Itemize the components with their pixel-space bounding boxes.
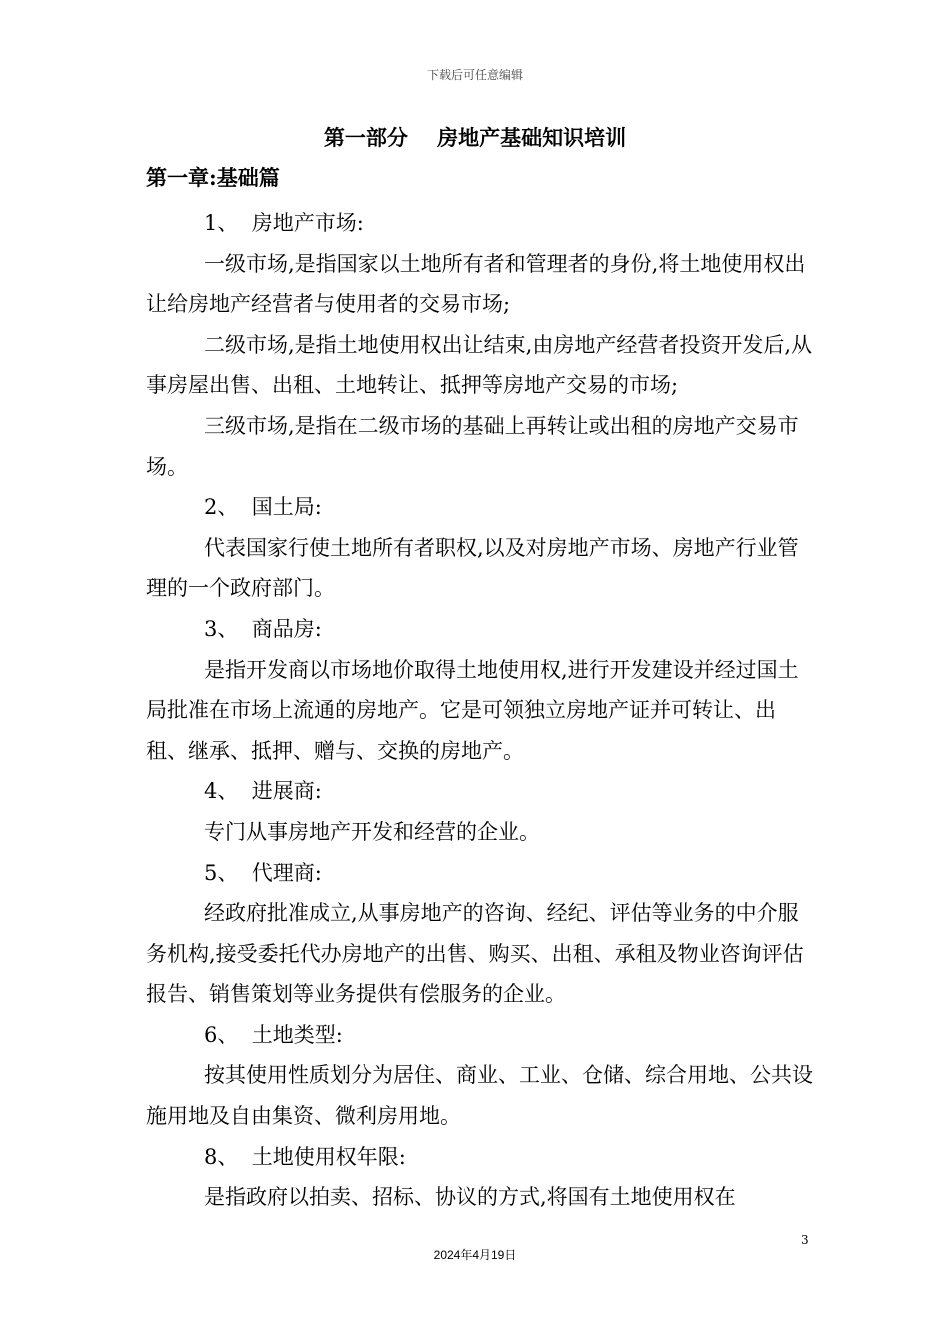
section-heading: 6、 土地类型: [204, 1022, 343, 1047]
chapter-title: 第一章:基础篇 [146, 165, 280, 190]
paragraph: 二级市场,是指土地使用权出让结束,由房地产经营者投资开发后,从事房屋出售、出租、土地转让、抵押等房地产交易的市场; [146, 332, 813, 398]
section-heading: 3、 商品房: [204, 616, 322, 641]
paragraph: 按其使用性质划分为居住、商业、工业、仓储、综合用地、公共设施用地及自由集资、微利房用地。 [146, 1063, 813, 1129]
footer-date: 2024年4月19日 [433, 1248, 517, 1262]
part-title: 第一部分 房地产基础知识培训 [323, 125, 627, 150]
section-heading: 5、 代理商: [204, 860, 322, 885]
section-heading: 4、 进展商: [204, 779, 322, 804]
paragraph: 代表国家行使土地所有者职权,以及对房地产市场、房地产行业管理的一个政府部门。 [146, 535, 799, 601]
paragraph: 专门从事房地产开发和经营的企业。 [204, 819, 540, 844]
header-note: 下载后可任意编辑 [426, 68, 523, 82]
paragraph: 是指政府以拍卖、招标、协议的方式,将国有土地使用权在 [204, 1185, 736, 1210]
paragraph: 经政府批准成立,从事房地产的咨询、经纪、评估等业务的中介服务机构,接受委托代办房地产的出售、购买、出租、承租及物业咨询评估报告、销售策划等业务提供有偿服务的企业。 [146, 901, 804, 1007]
paragraph: 一级市场,是指国家以土地所有者和管理者的身份,将土地使用权出让给房地产经营者与使用者的交易市场; [146, 251, 806, 317]
section-heading: 2、 国土局: [204, 495, 322, 520]
page-number: 3 [801, 1233, 809, 1247]
paragraph: 是指开发商以市场地价取得土地使用权,进行开发建设并经过国土局批准在市场上流通的房地产。它是可领独立房地产证并可转让、出租、继承、抵押、赠与、交换的房地产。 [146, 657, 799, 763]
document-body [146, 203, 816, 1218]
paragraph: 三级市场,是指在二级市场的基础上再转让或出租的房地产交易市场。 [146, 413, 799, 479]
section-heading: 1、 房地产市场: [204, 211, 364, 235]
section-heading: 8、 土地使用权年限: [204, 1144, 406, 1169]
